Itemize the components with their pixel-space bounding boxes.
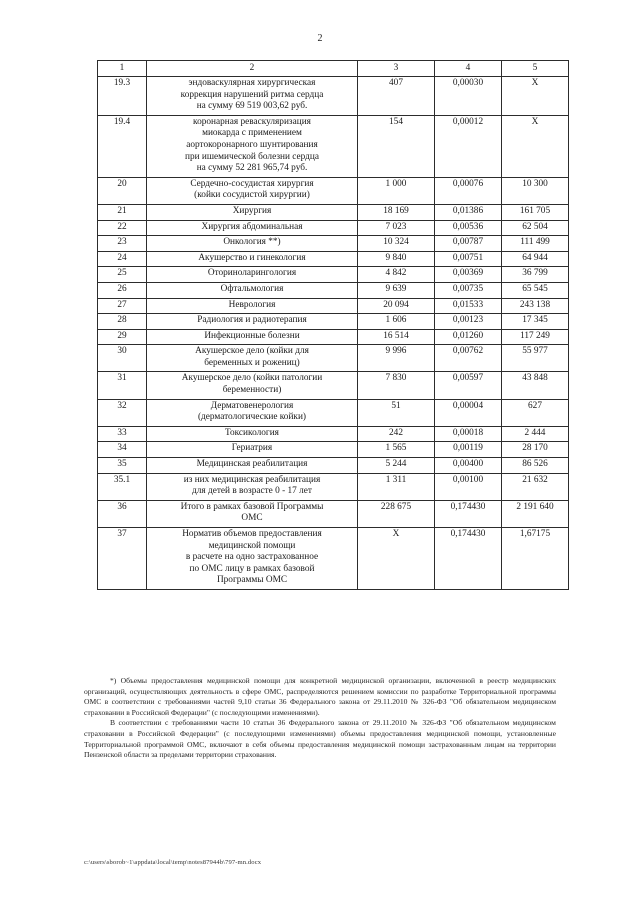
row-name-line: беременности)	[222, 385, 282, 396]
row-value-cell-3: 20 094	[358, 298, 435, 314]
row-name-line: Гериатрия	[231, 443, 273, 454]
row-name-line: Акушерское дело (койки патологии	[181, 373, 323, 384]
row-value-cell-3: 18 169	[358, 204, 435, 220]
row-value-cell-4: 0,00123	[435, 314, 502, 330]
row-name-cell	[147, 251, 358, 267]
column-header-5: 5	[502, 61, 569, 77]
row-name-line: Офтальмология	[220, 283, 284, 294]
row-number-cell: 26	[98, 282, 147, 298]
row-value-cell-5: 627	[502, 399, 569, 426]
row-value-cell-5: 28 170	[502, 442, 569, 458]
row-name-line: Хирургия абдоминальная	[201, 221, 303, 232]
row-name-line: эндоваскулярная хирургическая	[188, 78, 316, 88]
document-file-path-footer: c:\users\sborob~1\appdata\local\temp\notes87944b\797-mn.docx	[84, 859, 262, 866]
row-name-cell	[147, 473, 358, 500]
row-value-cell-5: 36 799	[502, 267, 569, 283]
row-number-cell: 27	[98, 298, 147, 314]
row-value-cell-4: 0,00762	[435, 345, 502, 372]
row-name-line: Медицинская реабилитация	[196, 459, 308, 470]
row-name-line: коррекция нарушений ритма сердца	[180, 89, 324, 100]
row-name-line: по ОМС лицу в рамках базовой	[189, 563, 315, 574]
row-name-cell	[147, 204, 358, 220]
table-row	[98, 399, 569, 426]
table-row	[98, 500, 569, 527]
row-name-line: ОМС	[241, 513, 263, 524]
row-value-cell-3: 154	[358, 115, 435, 177]
row-value-cell-4: 0,00004	[435, 399, 502, 426]
row-name-cell	[147, 236, 358, 252]
row-name-line: Дерматовенерология	[210, 400, 294, 411]
row-number-cell: 19.3	[98, 77, 147, 116]
table-row	[98, 298, 569, 314]
row-number-cell: 35.1	[98, 473, 147, 500]
row-name-cell	[147, 500, 358, 527]
row-name-cell	[147, 314, 358, 330]
row-value-cell-4: 0,01533	[435, 298, 502, 314]
row-name-line: (койки сосудистой хирургии)	[194, 190, 310, 201]
row-name-line: Акушерство и гинекология	[198, 252, 306, 263]
row-number-cell: 34	[98, 442, 147, 458]
row-name-line: Онкология **)	[223, 237, 281, 248]
row-value-cell-3: 1 606	[358, 314, 435, 330]
row-value-cell-3: 9 996	[358, 345, 435, 372]
table-row	[98, 282, 569, 298]
row-value-cell-3: 10 324	[358, 236, 435, 252]
row-value-cell-5: 117 249	[502, 329, 569, 345]
row-value-cell-5: 21 632	[502, 473, 569, 500]
row-value-cell-3: 228 675	[358, 500, 435, 527]
row-value-cell-5: 2 444	[502, 426, 569, 442]
row-value-cell-4: 0,174430	[435, 528, 502, 590]
row-name-cell	[147, 345, 358, 372]
row-name-cell	[147, 442, 358, 458]
row-name-cell	[147, 282, 358, 298]
row-name-cell	[147, 458, 358, 474]
row-name-line: на сумму 52 281 965,74 руб.	[196, 163, 308, 174]
row-name-line: Программы ОМС	[216, 575, 288, 586]
row-value-cell-4: 0,00018	[435, 426, 502, 442]
row-name-cell	[147, 115, 358, 177]
row-number-cell: 21	[98, 204, 147, 220]
row-value-cell-5: 17 345	[502, 314, 569, 330]
table-row	[98, 204, 569, 220]
table-row	[98, 236, 569, 252]
column-header-3: 3	[358, 61, 435, 77]
row-value-cell-3: 16 514	[358, 329, 435, 345]
row-value-cell-4: 0,00119	[435, 442, 502, 458]
row-name-cell	[147, 372, 358, 399]
row-value-cell-5: 62 504	[502, 220, 569, 236]
table-row	[98, 329, 569, 345]
row-value-cell-3: 51	[358, 399, 435, 426]
row-name-cell	[147, 426, 358, 442]
medical-care-volumes-table	[97, 60, 569, 590]
row-name-line: медицинской помощи	[208, 540, 296, 551]
row-value-cell-4: 0,00076	[435, 177, 502, 204]
row-value-cell-4: 0,00100	[435, 473, 502, 500]
row-value-cell-5: 2 191 640	[502, 500, 569, 527]
row-name-line: в расчете на одно застрахованное	[185, 552, 319, 563]
row-value-cell-4: 0,00400	[435, 458, 502, 474]
row-name-line: беременных и рожениц)	[204, 357, 300, 368]
row-name-cell	[147, 528, 358, 590]
row-value-cell-5: 243 138	[502, 298, 569, 314]
table-row	[98, 528, 569, 590]
row-name-cell	[147, 329, 358, 345]
row-value-cell-5: 10 300	[502, 177, 569, 204]
table-row	[98, 177, 569, 204]
column-header-1: 1	[98, 61, 147, 77]
table-row	[98, 473, 569, 500]
row-number-cell: 35	[98, 458, 147, 474]
row-value-cell-5: 111 499	[502, 236, 569, 252]
row-number-cell: 33	[98, 426, 147, 442]
row-number-cell: 29	[98, 329, 147, 345]
row-value-cell-5: 55 977	[502, 345, 569, 372]
column-header-4: 4	[435, 61, 502, 77]
row-value-cell-3: 9 639	[358, 282, 435, 298]
row-name-line: Токсикология	[225, 427, 279, 438]
row-value-cell-4: 0,00030	[435, 77, 502, 116]
footnotes-block	[84, 676, 556, 761]
row-number-cell: 31	[98, 372, 147, 399]
row-value-cell-4: 0,00751	[435, 251, 502, 267]
row-name-cell	[147, 399, 358, 426]
row-name-line: миокарда с применением	[202, 128, 302, 139]
row-value-cell-5: X	[502, 77, 569, 116]
row-value-cell-4: 0,00536	[435, 220, 502, 236]
table-row	[98, 442, 569, 458]
row-name-cell	[147, 220, 358, 236]
row-name-line: Хирургия	[232, 205, 272, 216]
table-row	[98, 345, 569, 372]
row-value-cell-3: 5 244	[358, 458, 435, 474]
table-row	[98, 314, 569, 330]
table-row	[98, 426, 569, 442]
table-row	[98, 220, 569, 236]
row-name-line: Итого в рамках базовой Программы	[180, 501, 324, 512]
row-name-line: Неврология	[228, 299, 276, 310]
row-value-cell-4: 0,01386	[435, 204, 502, 220]
row-number-cell: 19.4	[98, 115, 147, 177]
row-value-cell-5: 65 545	[502, 282, 569, 298]
row-name-line: на сумму 69 519 003,62 руб.	[196, 101, 308, 112]
row-name-cell	[147, 267, 358, 283]
row-number-cell: 36	[98, 500, 147, 527]
column-header-2: 2	[147, 61, 358, 77]
row-value-cell-3: 7 023	[358, 220, 435, 236]
row-name-line: коронарная реваскуляризация	[193, 116, 311, 127]
row-value-cell-4: 0,00369	[435, 267, 502, 283]
row-value-cell-4: 0,174430	[435, 500, 502, 527]
row-value-cell-5: 43 848	[502, 372, 569, 399]
row-name-line: Акушерское дело (койки для	[195, 346, 309, 357]
table-row	[98, 77, 569, 116]
table-row	[98, 458, 569, 474]
row-value-cell-4: 0,00787	[435, 236, 502, 252]
row-value-cell-3: 9 840	[358, 251, 435, 267]
row-value-cell-5: 1,67175	[502, 528, 569, 590]
row-number-cell: 37	[98, 528, 147, 590]
table-row	[98, 267, 569, 283]
row-value-cell-3: X	[358, 528, 435, 590]
row-value-cell-3: 7 830	[358, 372, 435, 399]
row-value-cell-4: 0,00012	[435, 115, 502, 177]
row-number-cell: 32	[98, 399, 147, 426]
row-value-cell-5: X	[502, 115, 569, 177]
row-value-cell-4: 0,00735	[435, 282, 502, 298]
row-name-line: Сердечно-сосудистая хирургия	[190, 178, 314, 189]
row-name-cell	[147, 298, 358, 314]
footnote-paragraph-2: В соответствии с требованиями части 10 статьи 36 Федерального закона от 29.11.2010 № 326-ФЗ "Об обязательном медицинском страховании в Российской Федерации" (с последующими изменениями) объемы предоставления медицинской помощи, установленные Территориальной программой ОМС, включают в себя объемы предоставления медицинской помощи застрахованным лицам на территории Пензенской области за пределами территории страхования.	[84, 718, 556, 760]
row-value-cell-5: 64 944	[502, 251, 569, 267]
row-value-cell-4: 0,00597	[435, 372, 502, 399]
row-name-cell	[147, 77, 358, 116]
row-value-cell-3: 407	[358, 77, 435, 116]
row-value-cell-3: 4 842	[358, 267, 435, 283]
row-number-cell: 28	[98, 314, 147, 330]
row-number-cell: 20	[98, 177, 147, 204]
table-header-row	[98, 61, 569, 77]
row-value-cell-5: 86 526	[502, 458, 569, 474]
row-value-cell-3: 1 565	[358, 442, 435, 458]
row-name-line: Радиология и радиотерапия	[197, 315, 307, 326]
row-name-line: Оториноларингология	[207, 268, 297, 279]
row-name-line: Инфекционные болезни	[204, 330, 300, 341]
row-value-cell-3: 242	[358, 426, 435, 442]
row-value-cell-5: 161 705	[502, 204, 569, 220]
row-name-line: из них медицинская реабилитация	[183, 474, 321, 485]
row-name-line: для детей в возрасте 0 - 17 лет	[192, 486, 312, 497]
row-name-line: аортокоронарного шунтирования	[186, 139, 318, 150]
row-name-cell	[147, 177, 358, 204]
table-row	[98, 251, 569, 267]
row-number-cell: 25	[98, 267, 147, 283]
row-name-line: при ишемической болезни сердца	[184, 151, 319, 162]
row-value-cell-3: 1 311	[358, 473, 435, 500]
row-number-cell: 24	[98, 251, 147, 267]
footnote-paragraph-1: *) Объемы предоставления медицинской помощи для конкретной медицинской организации, включенной в реестр медицинских организаций, осуществляющих деятельность в сфере ОМС, распределяются решением комиссии по разработке Территориальной программы ОМС в соответствии с требованиями частей 9,10 статьи 36 Федерального закона от 29.11.2010 № 326-ФЗ "Об обязательном медицинском страховании в Российской Федерации" (с последующими изменениями).	[84, 676, 556, 717]
table-row	[98, 372, 569, 399]
row-name-line: (дерматологические койки)	[197, 412, 307, 423]
row-value-cell-3: 1 000	[358, 177, 435, 204]
page-number: 2	[317, 33, 323, 44]
row-number-cell: 23	[98, 236, 147, 252]
row-number-cell: 22	[98, 220, 147, 236]
row-number-cell: 30	[98, 345, 147, 372]
table-row	[98, 115, 569, 177]
row-name-line: Норматив объемов предоставления	[182, 529, 322, 539]
row-value-cell-4: 0,01260	[435, 329, 502, 345]
